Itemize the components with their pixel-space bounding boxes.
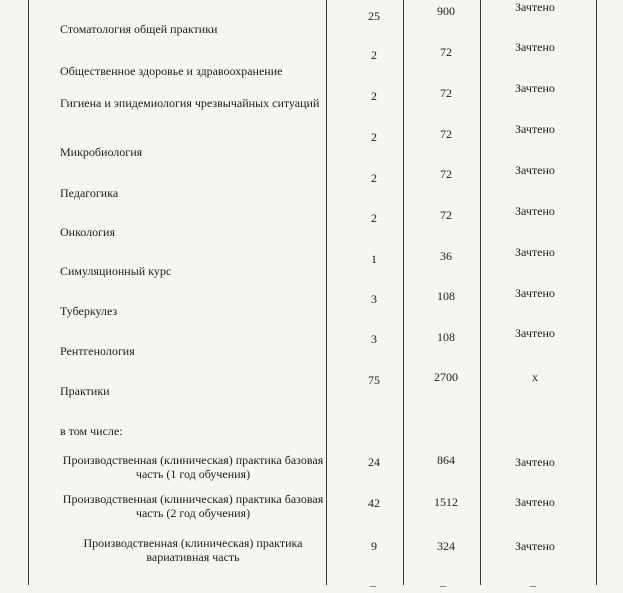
discipline-name: Туберкулез: [60, 304, 118, 318]
credits-value: 42: [368, 496, 380, 510]
result-value: Зачтено: [515, 495, 555, 509]
hours-value: 36: [440, 249, 452, 263]
cropped-row-fragment: –: [440, 578, 446, 592]
credits-value: 2: [371, 130, 377, 144]
hours-value: 324: [437, 539, 455, 553]
hours-value: 72: [440, 127, 452, 141]
discipline-name: Микробиология: [60, 145, 143, 159]
result-value: Зачтено: [515, 326, 555, 340]
result-value: х: [532, 370, 538, 384]
discipline-name: Производственная (клиническая) практика базовая часть (1 год обучения): [62, 453, 324, 481]
discipline-name: Стоматология общей практики: [60, 22, 218, 36]
cropped-row-fragment: –: [370, 578, 376, 592]
credits-value: 2: [371, 211, 377, 225]
result-value: Зачтено: [515, 0, 555, 14]
hours-value: 72: [440, 208, 452, 222]
hours-value: 72: [440, 86, 452, 100]
credits-value: 2: [371, 89, 377, 103]
credits-value: 3: [371, 292, 377, 306]
result-value: Зачтено: [515, 40, 555, 54]
result-value: Зачтено: [515, 163, 555, 177]
column-divider: [28, 0, 29, 585]
hours-value: 1512: [434, 495, 458, 509]
discipline-name: Онкология: [60, 225, 116, 239]
credits-value: 75: [368, 373, 380, 387]
hours-value: 108: [437, 330, 455, 344]
discipline-name: Симуляционный курс: [60, 264, 172, 278]
discipline-name: Производственная (клиническая) практика вариативная часть: [83, 536, 303, 564]
result-value: Зачтено: [515, 245, 555, 259]
credits-value: 25: [368, 9, 380, 23]
cropped-row-fragment: –: [530, 578, 536, 592]
discipline-name: Производственная (клиническая) практика базовая часть (2 год обучения): [62, 492, 324, 520]
discipline-name: Рентгенология: [60, 344, 135, 358]
hours-value: 864: [437, 453, 455, 467]
credits-value: 9: [371, 539, 377, 553]
result-value: Зачтено: [515, 539, 555, 553]
result-value: Зачтено: [515, 455, 555, 469]
discipline-name: Практики: [60, 384, 110, 398]
result-value: Зачтено: [515, 81, 555, 95]
column-divider: [596, 0, 597, 585]
result-value: Зачтено: [515, 122, 555, 136]
hours-value: 72: [440, 167, 452, 181]
credits-value: 24: [368, 455, 380, 469]
result-value: Зачтено: [515, 286, 555, 300]
hours-value: 108: [437, 289, 455, 303]
credits-value: 2: [371, 48, 377, 62]
credits-value: 3: [371, 332, 377, 346]
discipline-name: Гигиена и эпидемиология чрезвычайных ситуаций: [60, 96, 320, 110]
discipline-name: Общественное здоровье и здравоохранение: [60, 64, 283, 78]
credits-value: 1: [371, 252, 377, 266]
hours-value: 72: [440, 45, 452, 59]
credits-value: 2: [371, 171, 377, 185]
hours-value: 900: [437, 4, 455, 18]
result-value: Зачтено: [515, 204, 555, 218]
discipline-name: в том числе:: [60, 424, 123, 438]
hours-value: 2700: [434, 370, 458, 384]
discipline-name: Педагогика: [60, 186, 119, 200]
